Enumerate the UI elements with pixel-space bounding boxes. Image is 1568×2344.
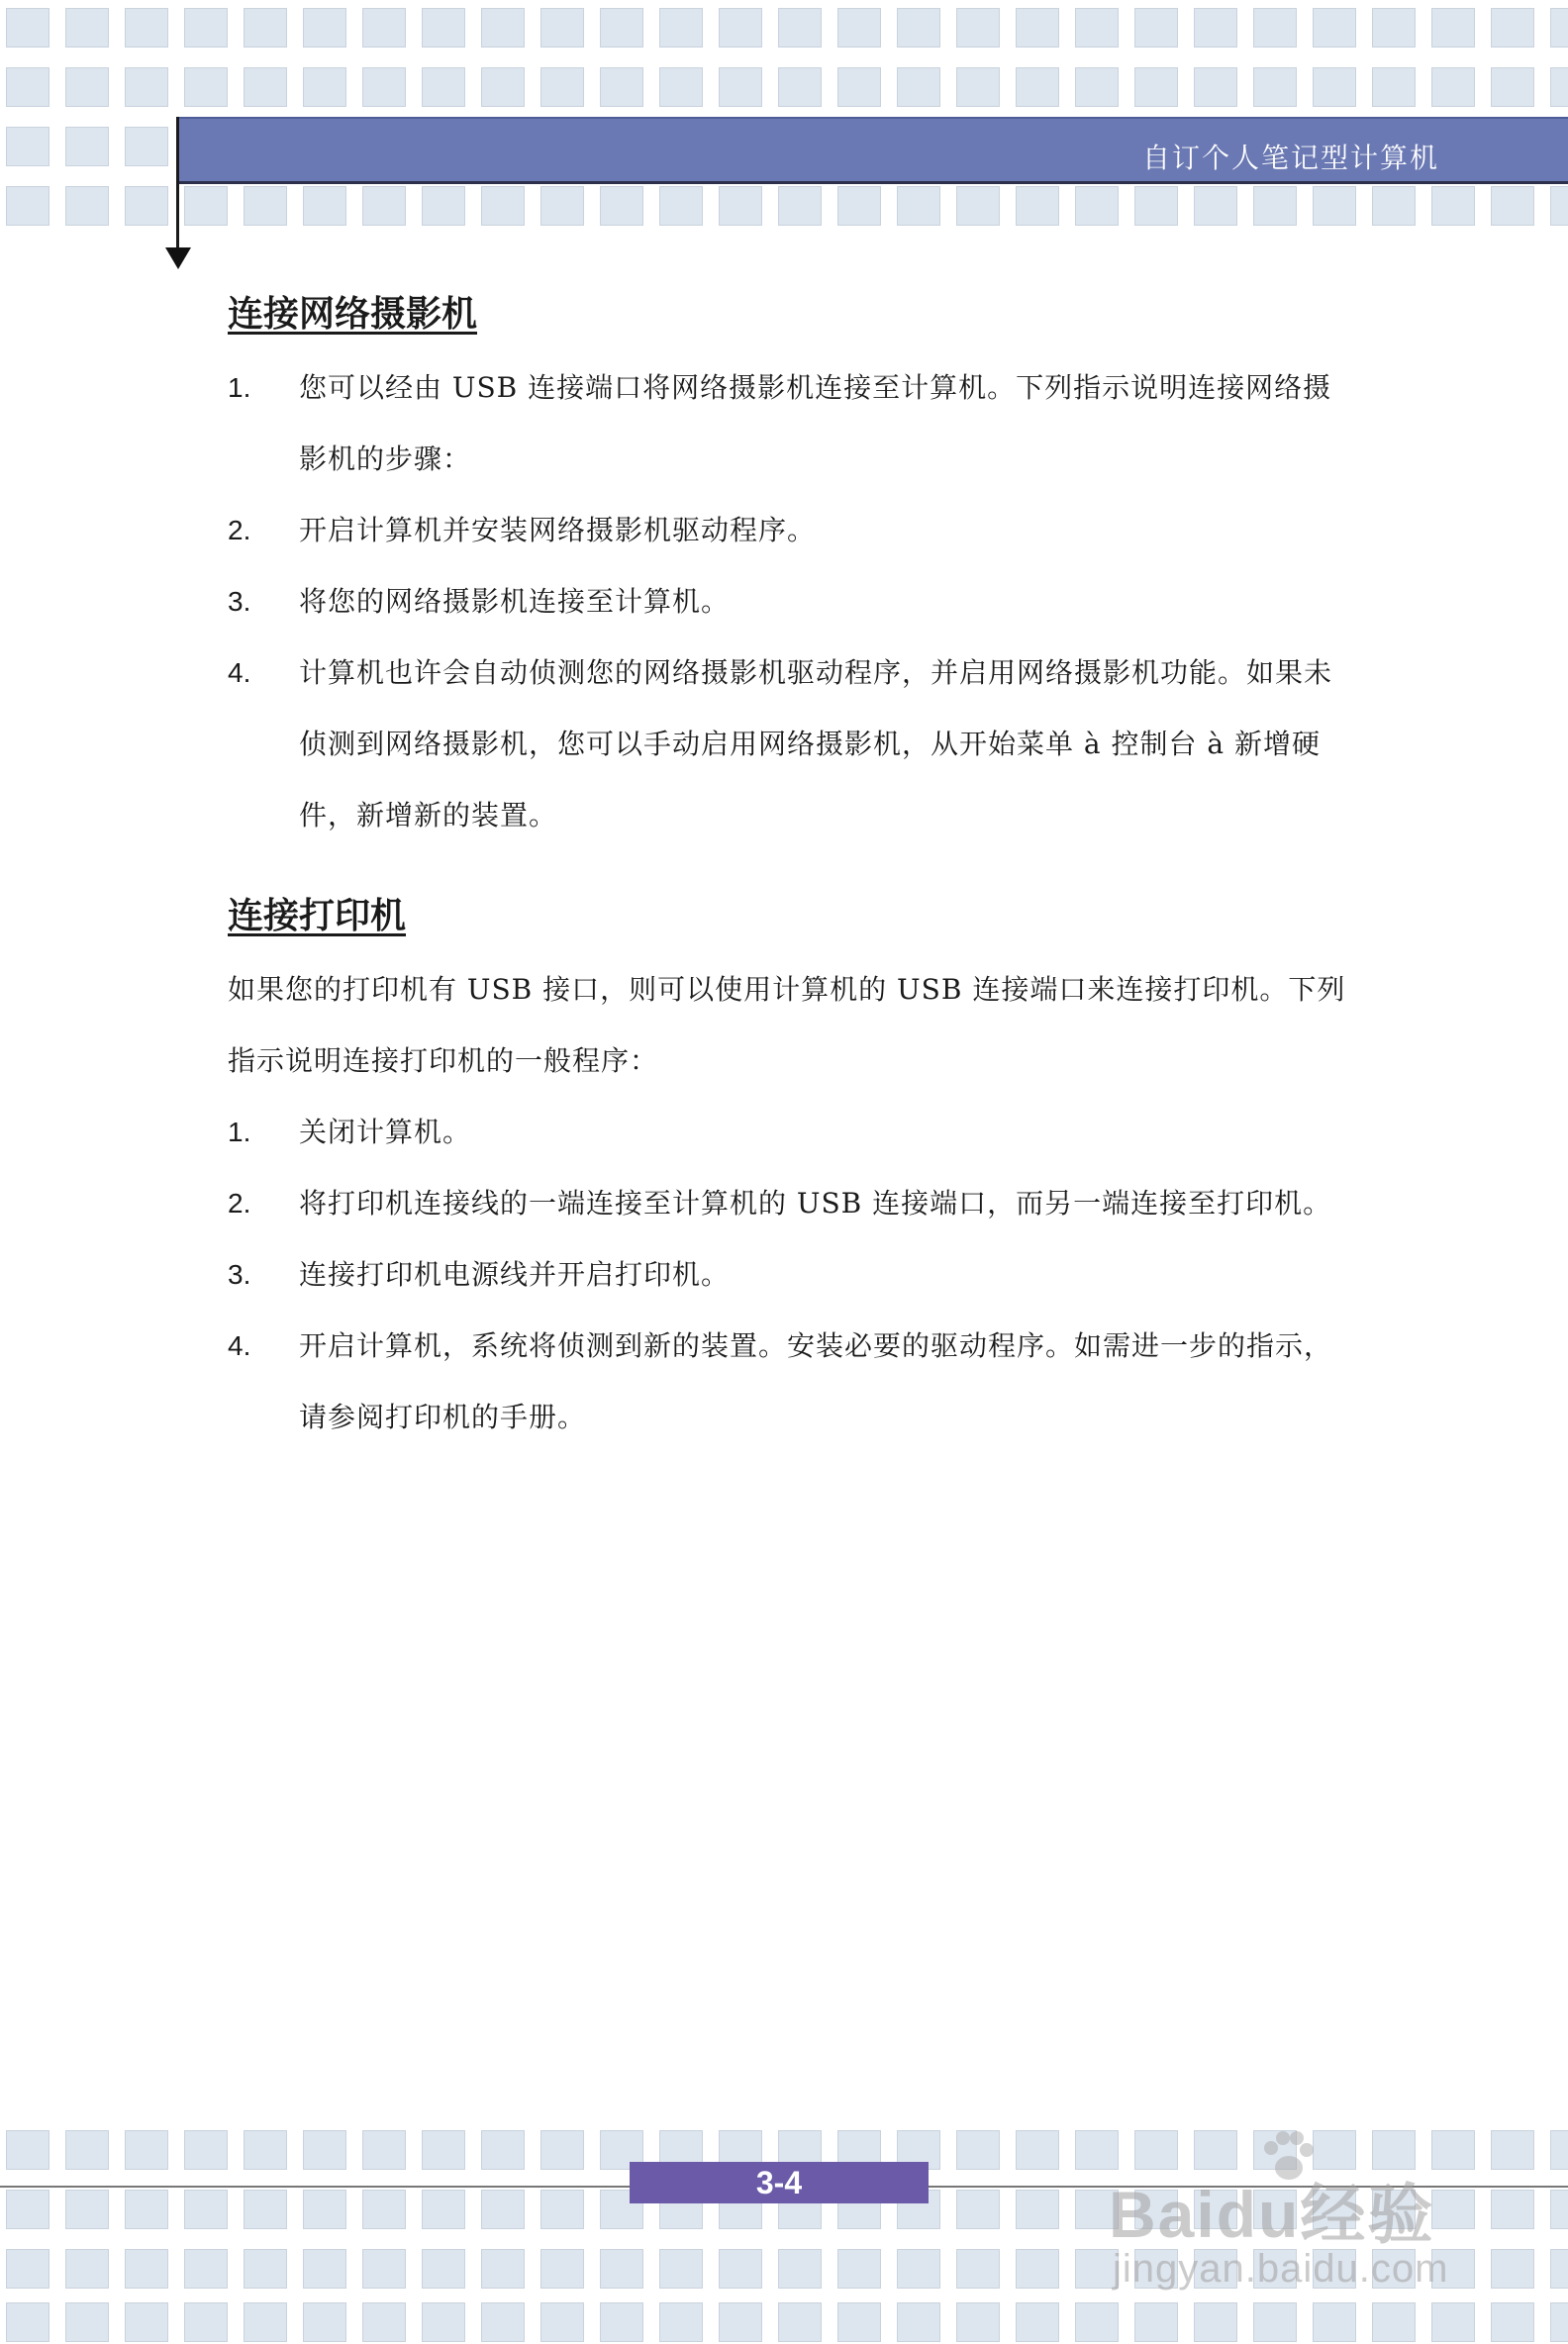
decorative-tile (65, 186, 109, 226)
decorative-tile (600, 186, 643, 226)
decorative-tile (778, 2249, 822, 2289)
decorative-tile (65, 127, 109, 166)
decorative-tile (600, 2302, 643, 2342)
decorative-tile (184, 2190, 228, 2229)
item-text: 开启计算机并安装网络摄影机驱动程序。 (299, 514, 817, 546)
decorative-tile (362, 8, 406, 48)
decorative-tile (837, 186, 881, 226)
decorative-tile (1134, 186, 1178, 226)
decorative-tile (1194, 186, 1237, 226)
page-number: 3-4 (630, 2162, 929, 2203)
decorative-tile (719, 2302, 762, 2342)
decorative-tile (481, 2190, 525, 2229)
decorative-tile (362, 2190, 406, 2229)
decorative-tile (481, 2302, 525, 2342)
decorative-tile (1372, 2302, 1416, 2342)
decorative-tile (6, 186, 49, 226)
decorative-tile (540, 2130, 584, 2170)
decorative-tile (1431, 8, 1475, 48)
decorative-tile (125, 186, 168, 226)
decorative-tile (362, 2302, 406, 2342)
item-text: 将您的网络摄影机连接至计算机。 (299, 585, 731, 618)
decorative-tile (303, 2249, 346, 2289)
section-title-printer: 连接打印机 (228, 895, 407, 936)
baidu-watermark (1099, 2128, 1515, 2296)
decorative-tile (362, 186, 406, 226)
item-number: 3. (228, 586, 251, 617)
item-number: 4. (228, 657, 251, 688)
decorative-tile (422, 2190, 465, 2229)
list-item (228, 1311, 1346, 1453)
decorative-tile (244, 2130, 287, 2170)
decorative-tile (659, 2249, 703, 2289)
decorative-tile (778, 186, 822, 226)
decorative-tile (65, 2130, 109, 2170)
list-item (228, 495, 1346, 566)
decorative-tile (837, 2302, 881, 2342)
decorative-tile (184, 8, 228, 48)
decorative-tile (1550, 2190, 1568, 2229)
header-title: 自订个人笔记型计算机 (1141, 142, 1439, 174)
decorative-tile (1194, 2302, 1237, 2342)
decorative-tile (1491, 2302, 1534, 2342)
item-text: 计算机也许会自动侦测您的网络摄影机驱动程序，并启用网络摄影机功能。如果未侦测到网络摄影机，您可以手动启用网络摄影机，从开始菜单 à 控制台 à 新增硬件，新增新的装置。 (299, 656, 1333, 831)
section-title-webcam: 连接网络摄影机 (228, 293, 478, 335)
decorative-tile (600, 2249, 643, 2289)
decorative-tile (6, 2130, 49, 2170)
decorative-tile (1194, 8, 1237, 48)
decorative-tile (65, 2302, 109, 2342)
decorative-tile (1313, 186, 1356, 226)
decorative-tile (125, 2249, 168, 2289)
decorative-tile (422, 8, 465, 48)
decorative-tile (956, 2249, 1000, 2289)
decorative-tile (6, 8, 49, 48)
decorative-tile (362, 2249, 406, 2289)
tile-row (6, 8, 1568, 49)
item-number: 3. (228, 1259, 251, 1290)
decorative-tile (481, 2249, 525, 2289)
item-text: 关闭计算机。 (299, 1116, 472, 1148)
decorative-tile (956, 2130, 1000, 2170)
decorative-tile (837, 2249, 881, 2289)
decorative-tile (481, 67, 525, 107)
decorative-tile (1253, 186, 1297, 226)
decorative-tile (659, 186, 703, 226)
decorative-tile (244, 2190, 287, 2229)
tile-row (6, 67, 1568, 109)
watermark-url: jingyan.baidu.com (1113, 2247, 1449, 2291)
decorative-tile (1550, 186, 1568, 226)
decorative-tile (422, 186, 465, 226)
decorative-tile (303, 2302, 346, 2342)
decorative-tile (303, 186, 346, 226)
item-number: 1. (228, 1117, 251, 1147)
decorative-tile (184, 186, 228, 226)
decorative-tile (422, 2249, 465, 2289)
decorative-tile (956, 2302, 1000, 2342)
decorative-tile (125, 67, 168, 107)
decorative-tile (303, 8, 346, 48)
decorative-tile (244, 2249, 287, 2289)
decorative-tile (6, 127, 49, 166)
decorative-tile (719, 2249, 762, 2289)
decorative-tile (1134, 8, 1178, 48)
decorative-tile (719, 8, 762, 48)
decorative-tile (1253, 67, 1297, 107)
decorative-tile (778, 67, 822, 107)
decorative-tile (1372, 186, 1416, 226)
decorative-tile (1550, 2249, 1568, 2289)
decorative-tile (1075, 186, 1119, 226)
decorative-tile (244, 186, 287, 226)
decorative-tile (600, 67, 643, 107)
decorative-tile (897, 2302, 940, 2342)
decorative-tile (1075, 2302, 1119, 2342)
decorative-tile (1431, 2302, 1475, 2342)
decorative-tile (1253, 8, 1297, 48)
decorative-tile (956, 2190, 1000, 2229)
decorative-tile (956, 186, 1000, 226)
webcam-steps-list (228, 352, 1346, 851)
decorative-tile (540, 8, 584, 48)
decorative-tile (1134, 67, 1178, 107)
decorative-tile (422, 67, 465, 107)
header-band (176, 117, 1568, 184)
decorative-tile (125, 127, 168, 166)
decorative-tile (481, 8, 525, 48)
decorative-tile (6, 2302, 49, 2342)
decorative-tile (778, 2302, 822, 2342)
decorative-tile (719, 186, 762, 226)
decorative-tile (897, 2249, 940, 2289)
decorative-tile (65, 8, 109, 48)
decorative-tile (6, 2249, 49, 2289)
item-text: 您可以经由 USB 连接端口将网络摄影机连接至计算机。下列指示说明连接网络摄影机的步骤： (299, 371, 1332, 475)
decorative-tile (719, 67, 762, 107)
printer-steps-list (228, 1097, 1346, 1453)
decorative-tile (540, 2249, 584, 2289)
list-item (228, 1097, 1346, 1168)
decorative-tile (1134, 2302, 1178, 2342)
item-text: 连接打印机电源线并开启打印机。 (299, 1258, 731, 1291)
decorative-tile (244, 67, 287, 107)
decorative-tile (1491, 8, 1534, 48)
decorative-tile (540, 67, 584, 107)
section-webcam (228, 289, 1346, 851)
decorative-tile (1016, 2190, 1059, 2229)
decorative-tile (659, 67, 703, 107)
decorative-tile (303, 2190, 346, 2229)
decorative-tile (540, 2302, 584, 2342)
decorative-tile (956, 8, 1000, 48)
decorative-tile (778, 8, 822, 48)
decorative-tile (184, 2249, 228, 2289)
decorative-tile (1372, 67, 1416, 107)
decorative-tile (184, 2302, 228, 2342)
arrow-down-icon (165, 247, 191, 269)
decorative-tile (1313, 2302, 1356, 2342)
decorative-tile (125, 2302, 168, 2342)
decorative-tile (897, 186, 940, 226)
item-number: 4. (228, 1330, 251, 1361)
decorative-tile (659, 2302, 703, 2342)
decorative-tile (65, 2249, 109, 2289)
decorative-tile (1550, 8, 1568, 48)
decorative-tile (1491, 67, 1534, 107)
decorative-tile (6, 67, 49, 107)
decorative-tile (422, 2302, 465, 2342)
decorative-tile (303, 2130, 346, 2170)
list-item (228, 1168, 1346, 1239)
decorative-tile (362, 67, 406, 107)
decorative-tile (1550, 2302, 1568, 2342)
decorative-tile (303, 67, 346, 107)
item-number: 2. (228, 1188, 251, 1219)
decorative-tile (422, 2130, 465, 2170)
printer-intro: 如果您的打印机有 USB 接口，则可以使用计算机的 USB 连接端口来连接打印机。下列指示说明连接打印机的一般程序： (228, 973, 1346, 1077)
list-item (228, 566, 1346, 637)
item-text: 将打印机连接线的一端连接至计算机的 USB 连接端口，而另一端连接至打印机。 (299, 1187, 1332, 1220)
decorative-tile (1431, 67, 1475, 107)
decorative-tile (1313, 8, 1356, 48)
decorative-tile (244, 8, 287, 48)
tile-row (6, 2302, 1568, 2344)
decorative-tile (1550, 67, 1568, 107)
decorative-tile (837, 8, 881, 48)
decorative-tile (481, 2130, 525, 2170)
decorative-tile (1075, 8, 1119, 48)
decorative-tile (1313, 67, 1356, 107)
watermark-logo: Baidu经验 (1109, 2178, 1435, 2251)
decorative-tile (1075, 67, 1119, 107)
decorative-tile (1491, 186, 1534, 226)
decorative-tile (1016, 2130, 1059, 2170)
tile-row (6, 186, 1568, 228)
decorative-tile (65, 67, 109, 107)
list-item (228, 637, 1346, 851)
item-number: 2. (228, 515, 251, 545)
decorative-tile (184, 2130, 228, 2170)
decorative-tile (6, 2190, 49, 2229)
decorative-tile (956, 67, 1000, 107)
decorative-tile (659, 8, 703, 48)
decorative-tile (540, 186, 584, 226)
decorative-tile (897, 67, 940, 107)
decorative-tile (1016, 67, 1059, 107)
decorative-tile (362, 2130, 406, 2170)
decorative-tile (1550, 2130, 1568, 2170)
decorative-tile (1431, 186, 1475, 226)
decorative-tile (1016, 186, 1059, 226)
decorative-tile (897, 8, 940, 48)
decorative-tile (1016, 2249, 1059, 2289)
decorative-tile (600, 8, 643, 48)
decorative-tile (1016, 2302, 1059, 2342)
item-number: 1. (228, 372, 251, 403)
list-item (228, 352, 1346, 495)
decorative-tile (837, 67, 881, 107)
header-vertical-rule (176, 117, 179, 247)
decorative-tile (184, 67, 228, 107)
item-text: 开启计算机，系统将侦测到新的装置。安装必要的驱动程序。如需进一步的指示，请参阅打印机的手册。 (299, 1329, 1333, 1433)
decorative-tile (125, 2190, 168, 2229)
decorative-tile (481, 186, 525, 226)
decorative-tile (540, 2190, 584, 2229)
decorative-tile (125, 2130, 168, 2170)
decorative-tile (244, 2302, 287, 2342)
page-content (228, 289, 1346, 1453)
section-printer (228, 891, 1346, 1453)
decorative-tile (1016, 8, 1059, 48)
decorative-tile (1253, 2302, 1297, 2342)
list-item (228, 1239, 1346, 1311)
decorative-tile (1194, 67, 1237, 107)
decorative-tile (125, 8, 168, 48)
decorative-tile (65, 2190, 109, 2229)
decorative-tile (1372, 8, 1416, 48)
